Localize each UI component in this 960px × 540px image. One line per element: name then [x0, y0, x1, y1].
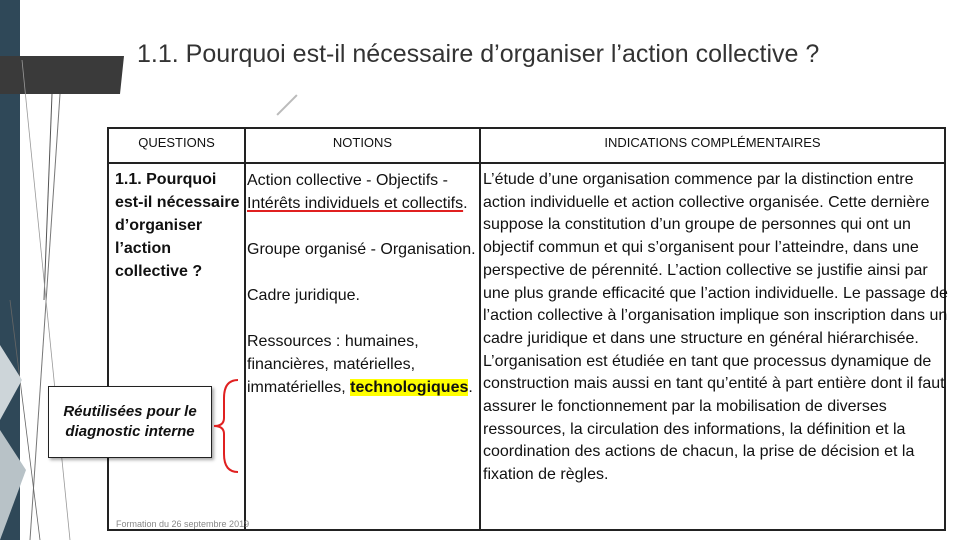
notion-groupe-organise: Groupe organisé - Organisation. [247, 241, 476, 258]
notion-ressources: Ressources : humaines, financières, matérielles, immatérielles, technologiques. [247, 333, 473, 396]
callout-text: Réutilisées pour le diagnostic interne [63, 403, 197, 440]
table-bottom-border [107, 529, 945, 531]
table-col-divider-1 [244, 127, 246, 531]
indications-cell: L’étude d’une organisation commence par la distinction entre action individuelle et action collective organisée. Cette dernière suppose la constitution d’un groupe de personnes qui ont un objectif commun et qui s’organisent pour l’atteindre, dans une perspective de pérennité. L’action collective se justifie ainsi par une plus grande efficacité que l’action individuelle. Le passage de l’action collective à l’organisation implique son inscription dans un cadre juridique et dans une structure en général hiérarchisée. L’organisation est étudiée en tant que processus dynamique de construction mais aussi en tant qu’entité à part entière dont il faut assurer le fonctionnement par la mobilisation de diverses ressources, la circulation des informations, la définition et la coordination des actions de chacun, la prise de décision et la fixation de règles. [483, 171, 948, 484]
table-top-border [107, 127, 945, 129]
highlighted-term: technologiques [350, 379, 469, 396]
slide-title-divider [276, 94, 297, 115]
red-bracket [212, 378, 240, 474]
callout-box [48, 386, 212, 458]
notion-action-collective: Action collective - Objectifs - Intérêts individuels et collectifs. [247, 172, 468, 212]
question-cell: 1.1. Pourquoi est-il nécessaire d’organiser l’action collective ? [115, 171, 240, 280]
notion-cadre-juridique: Cadre juridique. [247, 287, 360, 304]
header-questions: QUESTIONS [138, 135, 215, 150]
notions-cell [247, 169, 479, 399]
slide-title: 1.1. Pourquoi est-il nécessaire d’organiser l’action collective ? [137, 40, 820, 68]
table-left-border [107, 127, 109, 531]
header-notions: NOTIONS [332, 135, 393, 150]
header-indications: INDICATIONS COMPLÉMENTAIRES [604, 135, 821, 150]
table-col-divider-2 [479, 127, 481, 531]
title-accent-bar [0, 56, 124, 94]
table-header-border [107, 162, 945, 164]
footer-text: Formation du 26 septembre 2019 [116, 519, 250, 529]
underlined-term: Intérêts individuels et collectifs [247, 195, 464, 212]
